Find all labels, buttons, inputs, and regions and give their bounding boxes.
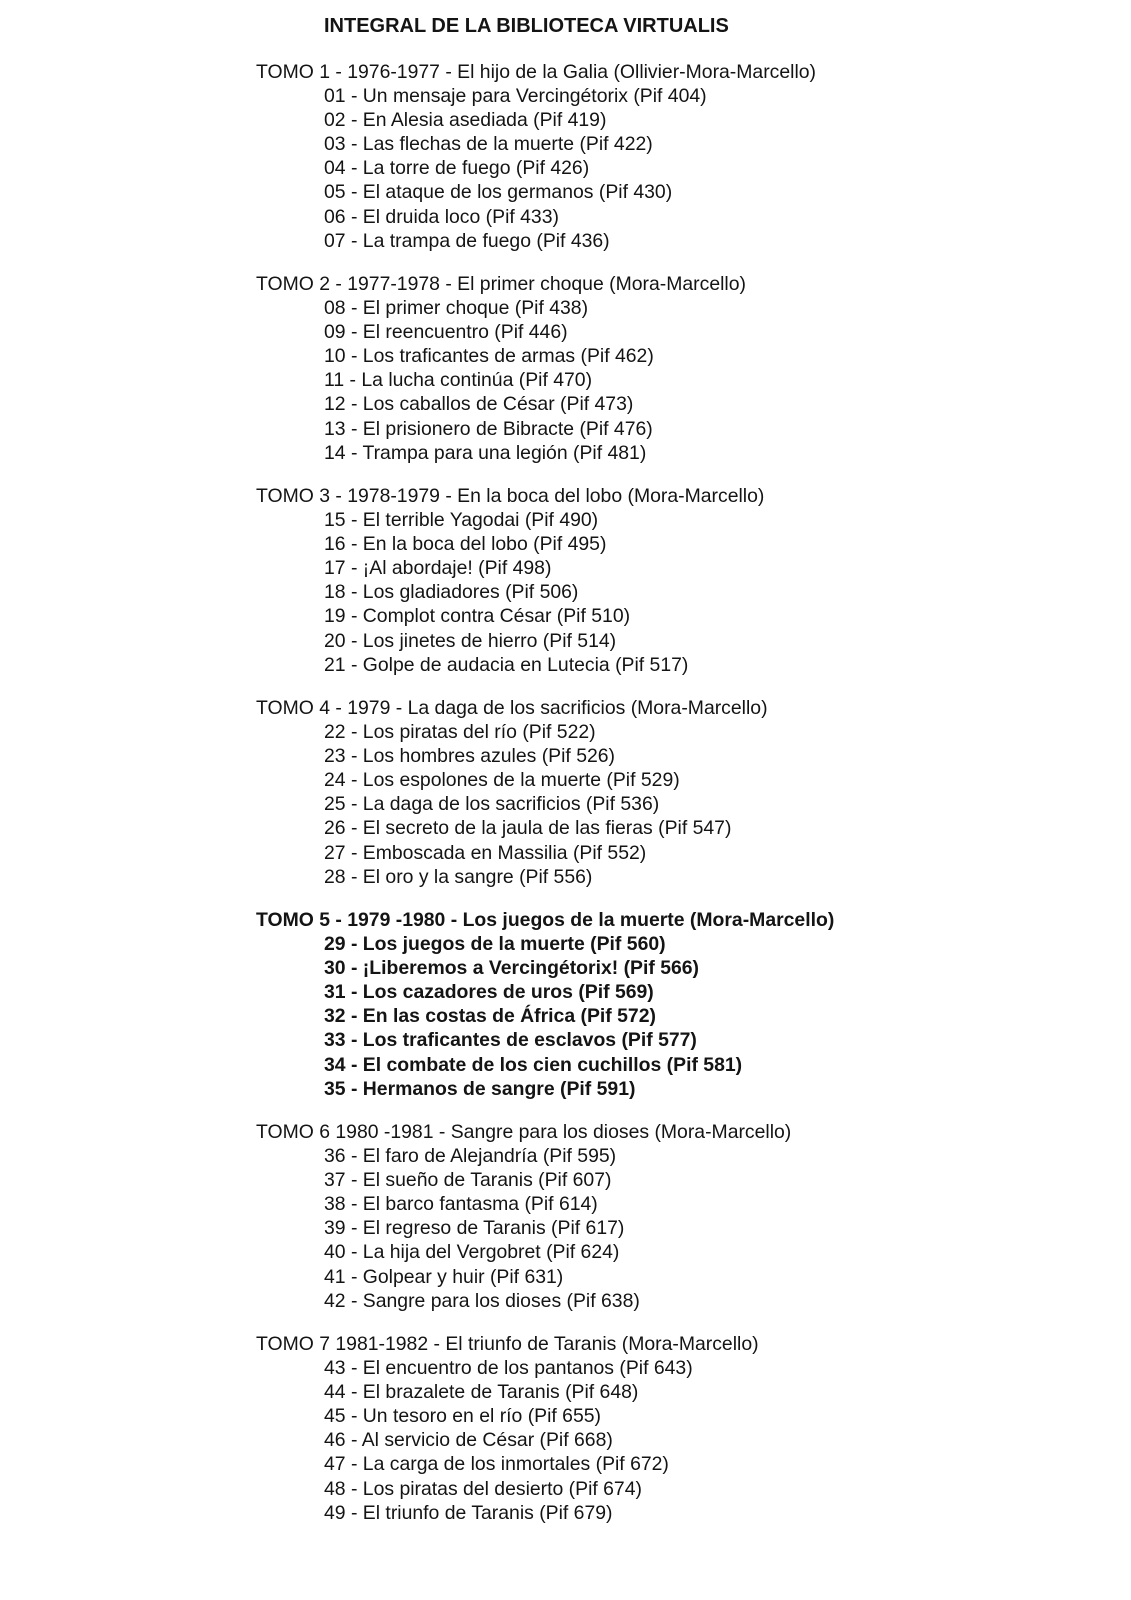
episode-item: 30 - ¡Liberemos a Vercingétorix! (Pif 566) [324, 957, 700, 980]
episode-item: 16 - En la boca del lobo (Pif 495) [324, 533, 607, 556]
episode-item: 46 - Al servicio de César (Pif 668) [324, 1429, 613, 1452]
episode-item: 48 - Los piratas del desierto (Pif 674) [324, 1477, 642, 1500]
episode-item: 22 - Los piratas del río (Pif 522) [324, 721, 596, 744]
episode-item: 03 - Las flechas de la muerte (Pif 422) [324, 133, 653, 156]
episode-item: 21 - Golpe de audacia en Lutecia (Pif 517) [324, 653, 689, 676]
episode-item: 26 - El secreto de la jaula de las fieras (Pif 547) [324, 817, 732, 840]
volume-heading: TOMO 7 1981-1982 - El triunfo de Taranis (Mora-Marcello) [256, 1333, 759, 1355]
episode-item: 24 - Los espolones de la muerte (Pif 529) [324, 769, 680, 792]
episode-item: 15 - El terrible Yagodai (Pif 490) [324, 509, 599, 532]
episode-item: 36 - El faro de Alejandría (Pif 595) [324, 1145, 617, 1168]
episode-item: 47 - La carga de los inmortales (Pif 672) [324, 1453, 669, 1476]
episode-item: 06 - El druida loco (Pif 433) [324, 205, 559, 228]
volume-block [256, 696, 1116, 889]
episode-item: 12 - Los caballos de César (Pif 473) [324, 393, 634, 416]
episode-item: 18 - Los gladiadores (Pif 506) [324, 581, 579, 604]
volume-heading: TOMO 5 - 1979 -1980 - Los juegos de la muerte (Mora-Marcello) [256, 909, 835, 931]
volume-block [256, 60, 1116, 253]
episode-item: 05 - El ataque de los germanos (Pif 430) [324, 181, 673, 204]
volume-heading: TOMO 3 - 1978-1979 - En la boca del lobo (Mora-Marcello) [256, 485, 765, 507]
episode-item: 31 - Los cazadores de uros (Pif 569) [324, 981, 654, 1004]
episode-item: 33 - Los traficantes de esclavos (Pif 577) [324, 1029, 697, 1052]
episode-item: 14 - Trampa para una legión (Pif 481) [324, 441, 647, 464]
episode-item: 37 - El sueño de Taranis (Pif 607) [324, 1169, 612, 1192]
episode-item: 17 - ¡Al abordaje! (Pif 498) [324, 557, 552, 580]
episode-item: 32 - En las costas de África (Pif 572) [324, 1005, 656, 1028]
episode-item: 10 - Los traficantes de armas (Pif 462) [324, 345, 654, 368]
episode-item: 40 - La hija del Vergobret (Pif 624) [324, 1241, 620, 1264]
episode-item: 38 - El barco fantasma (Pif 614) [324, 1193, 598, 1216]
episode-item: 02 - En Alesia asediada (Pif 419) [324, 109, 607, 132]
volume-heading: TOMO 6 1980 -1981 - Sangre para los dioses (Mora-Marcello) [256, 1121, 792, 1143]
episode-item: 25 - La daga de los sacrificios (Pif 536) [324, 793, 660, 816]
episode-item: 08 - El primer choque (Pif 438) [324, 297, 589, 320]
episode-item: 29 - Los juegos de la muerte (Pif 560) [324, 933, 666, 956]
episode-item: 11 - La lucha continúa (Pif 470) [324, 369, 593, 392]
volume-heading: TOMO 2 - 1977-1978 - El primer choque (Mora-Marcello) [256, 273, 746, 295]
episode-item: 04 - La torre de fuego (Pif 426) [324, 157, 590, 180]
episode-item: 09 - El reencuentro (Pif 446) [324, 321, 568, 344]
episode-item: 35 - Hermanos de sangre (Pif 591) [324, 1077, 636, 1100]
volume-heading: TOMO 1 - 1976-1977 - El hijo de la Galia (Ollivier-Mora-Marcello) [256, 61, 816, 83]
episode-item: 01 - Un mensaje para Vercingétorix (Pif 404) [324, 85, 707, 108]
volume-heading: TOMO 4 - 1979 - La daga de los sacrificios (Mora-Marcello) [256, 697, 768, 719]
episode-item: 07 - La trampa de fuego (Pif 436) [324, 229, 610, 252]
episode-item: 49 - El triunfo de Taranis (Pif 679) [324, 1501, 613, 1524]
episode-item: 19 - Complot contra César (Pif 510) [324, 605, 631, 628]
episode-item: 45 - Un tesoro en el río (Pif 655) [324, 1405, 601, 1428]
document-title: INTEGRAL DE LA BIBLIOTECA VIRTUALIS [324, 15, 729, 37]
episode-item: 42 - Sangre para los dioses (Pif 638) [324, 1289, 640, 1312]
volume-block [256, 1332, 1116, 1525]
episode-item: 28 - El oro y la sangre (Pif 556) [324, 865, 593, 888]
episode-item: 44 - El brazalete de Taranis (Pif 648) [324, 1381, 639, 1404]
episode-item: 39 - El regreso de Taranis (Pif 617) [324, 1217, 625, 1240]
episode-item: 20 - Los jinetes de hierro (Pif 514) [324, 629, 617, 652]
volume-block [256, 1120, 1116, 1313]
episode-item: 43 - El encuentro de los pantanos (Pif 643) [324, 1357, 693, 1380]
episode-item: 27 - Emboscada en Massilia (Pif 552) [324, 841, 647, 864]
episode-item: 23 - Los hombres azules (Pif 526) [324, 745, 616, 768]
volume-block [256, 272, 1116, 465]
episode-item: 41 - Golpear y huir (Pif 631) [324, 1265, 564, 1288]
volume-block [256, 484, 1116, 677]
episode-item: 34 - El combate de los cien cuchillos (Pif 581) [324, 1053, 743, 1076]
volume-block [256, 908, 1116, 1101]
episode-item: 13 - El prisionero de Bibracte (Pif 476) [324, 417, 653, 440]
